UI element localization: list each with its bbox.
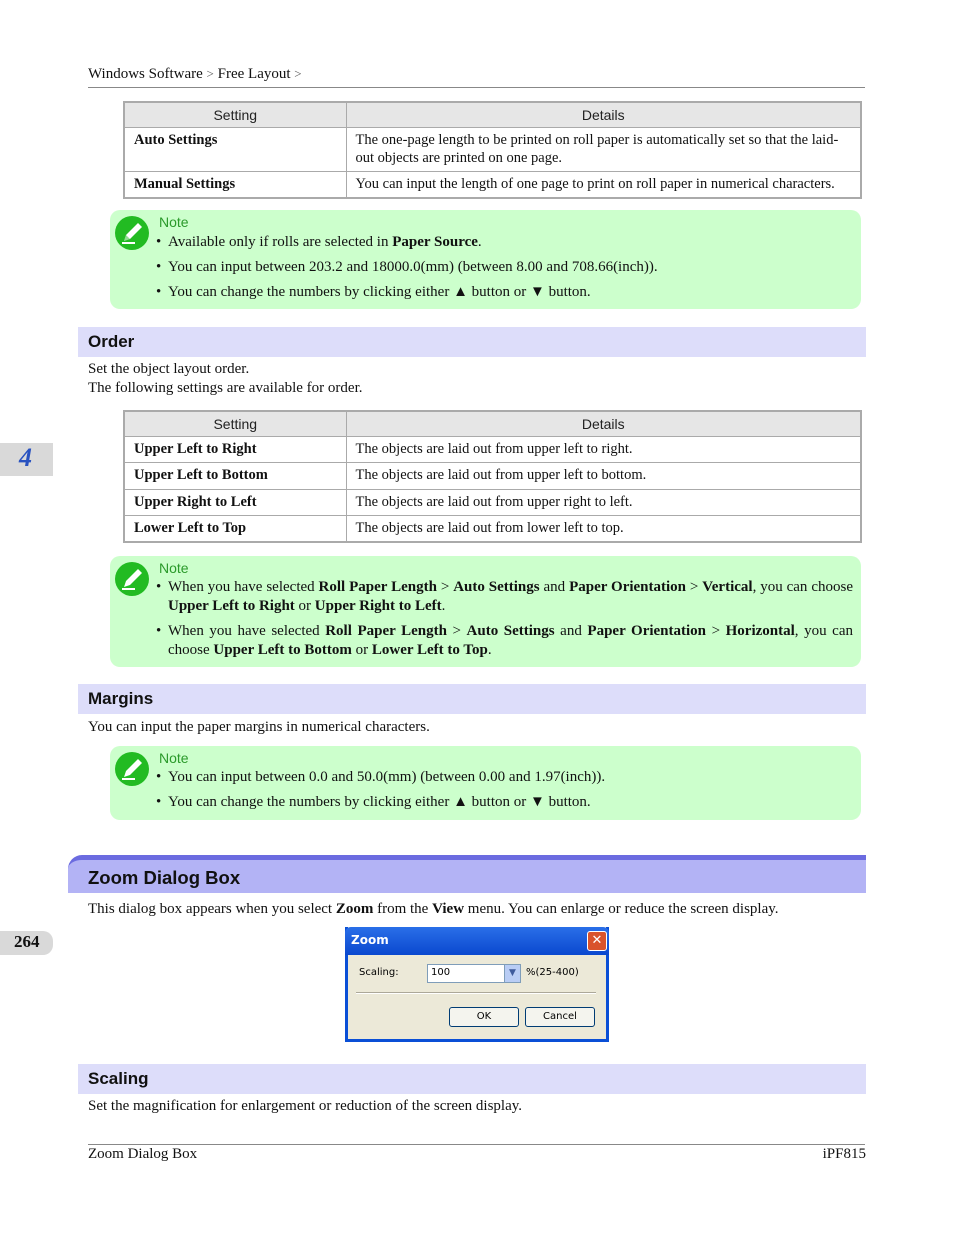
- footer-rule: [88, 1144, 865, 1145]
- setting-details: The objects are laid out from upper left to right.: [346, 436, 861, 462]
- section-heading-order: Order: [78, 327, 866, 357]
- table-row: [124, 462, 861, 489]
- chevron-down-icon[interactable]: ▼: [504, 965, 520, 982]
- note-title: Note: [159, 750, 189, 766]
- dialog-title-bar: [345, 927, 609, 955]
- note-title: Note: [159, 214, 189, 230]
- order-paragraph: Set the object layout order. The following settings are available for order.: [88, 361, 363, 396]
- scaling-paragraph: Set the magnification for enlargement or reduction of the screen display.: [88, 1098, 523, 1114]
- note-box: [110, 746, 861, 820]
- column-header-details: Details: [346, 411, 861, 436]
- table-row: [124, 127, 861, 171]
- column-header-setting: Setting: [124, 411, 346, 436]
- page-number-tab: [0, 931, 53, 955]
- note-list: [156, 768, 853, 812]
- dialog-title: Zoom: [351, 933, 389, 947]
- chapter-tab: [0, 443, 53, 476]
- breadcrumb-free-layout[interactable]: Free Layout: [217, 66, 291, 82]
- note-box: [110, 210, 861, 309]
- page-number: 264: [14, 932, 40, 951]
- footer-section-title: Zoom Dialog Box: [88, 1146, 198, 1162]
- footer-model-name: iPF815: [822, 1146, 866, 1162]
- setting-name: Auto Settings: [124, 127, 346, 171]
- roll-length-table: [123, 101, 862, 199]
- breadcrumb-separator: >: [294, 66, 302, 81]
- list-item: • You can input between 203.2 and 18000.0(mm) (between 8.00 and 708.66(inch)).: [156, 258, 853, 277]
- table-row: [124, 171, 861, 198]
- order-table: [123, 410, 862, 543]
- pencil-note-icon: [115, 216, 149, 250]
- setting-name: Manual Settings: [124, 171, 346, 198]
- margins-paragraph: You can input the paper margins in numerical characters.: [88, 719, 430, 735]
- table-row: [124, 489, 861, 515]
- dialog-separator: [356, 992, 596, 994]
- list-item: • You can change the numbers by clicking either ▲ button or ▼ button.: [156, 283, 853, 302]
- section-heading-margins: Margins: [78, 684, 866, 714]
- chapter-number: 4: [19, 443, 32, 472]
- pencil-note-icon: [115, 752, 149, 786]
- table-row: [124, 436, 861, 462]
- list-item: • When you have selected Roll Paper Length > Auto Settings and Paper Orientation > Horizontal, you can choose Upper Left to Bottom or Lower Left to Top.: [156, 622, 853, 660]
- list-item: • You can input between 0.0 and 50.0(mm) (between 0.00 and 1.97(inch)).: [156, 768, 853, 787]
- setting-name: Upper Left to Right: [124, 436, 346, 462]
- zoom-dialog: [345, 927, 609, 1042]
- section-heading-scaling: Scaling: [78, 1064, 866, 1094]
- header-rule: [88, 87, 865, 88]
- setting-details: The objects are laid out from upper right to left.: [346, 489, 861, 515]
- setting-details: The objects are laid out from lower left to top.: [346, 515, 861, 542]
- breadcrumb-windows-software[interactable]: Windows Software: [88, 66, 203, 82]
- setting-name: Upper Right to Left: [124, 489, 346, 515]
- ok-button[interactable]: OK: [449, 1007, 519, 1027]
- pencil-note-icon: [115, 562, 149, 596]
- setting-details: The objects are laid out from upper left to bottom.: [346, 462, 861, 489]
- setting-name: Lower Left to Top: [124, 515, 346, 542]
- breadcrumb-separator: >: [206, 66, 214, 81]
- breadcrumb: [88, 66, 302, 83]
- note-list: [156, 233, 853, 302]
- scaling-select[interactable]: 100 ▼: [427, 964, 521, 983]
- cancel-button[interactable]: Cancel: [525, 1007, 595, 1027]
- column-header-setting: Setting: [124, 102, 346, 127]
- scaling-range-label: %(25-400): [526, 967, 579, 978]
- list-item: • Available only if rolls are selected in Paper Source.: [156, 233, 853, 252]
- section-heading-zoom-dialog-box: Zoom Dialog Box: [68, 855, 866, 893]
- list-item: • When you have selected Roll Paper Length > Auto Settings and Paper Orientation > Vertical, you can choose Upper Left to Right or Upper Right to Left.: [156, 578, 853, 616]
- table-row: [124, 515, 861, 542]
- note-list: [156, 578, 853, 660]
- note-box: [110, 556, 861, 667]
- note-title: Note: [159, 560, 189, 576]
- zoom-paragraph: This dialog box appears when you select Zoom from the View menu. You can enlarge or reduce the screen display.: [88, 901, 779, 917]
- setting-details: You can input the length of one page to print on roll paper in numerical characters.: [346, 171, 861, 198]
- setting-details: The one-page length to be printed on roll paper is automatically set so that the laid-out objects are printed on one page.: [346, 127, 861, 171]
- close-icon[interactable]: ✕: [587, 931, 607, 951]
- column-header-details: Details: [346, 102, 861, 127]
- list-item: • You can change the numbers by clicking either ▲ button or ▼ button.: [156, 793, 853, 812]
- scaling-label: Scaling:: [359, 967, 399, 978]
- setting-name: Upper Left to Bottom: [124, 462, 346, 489]
